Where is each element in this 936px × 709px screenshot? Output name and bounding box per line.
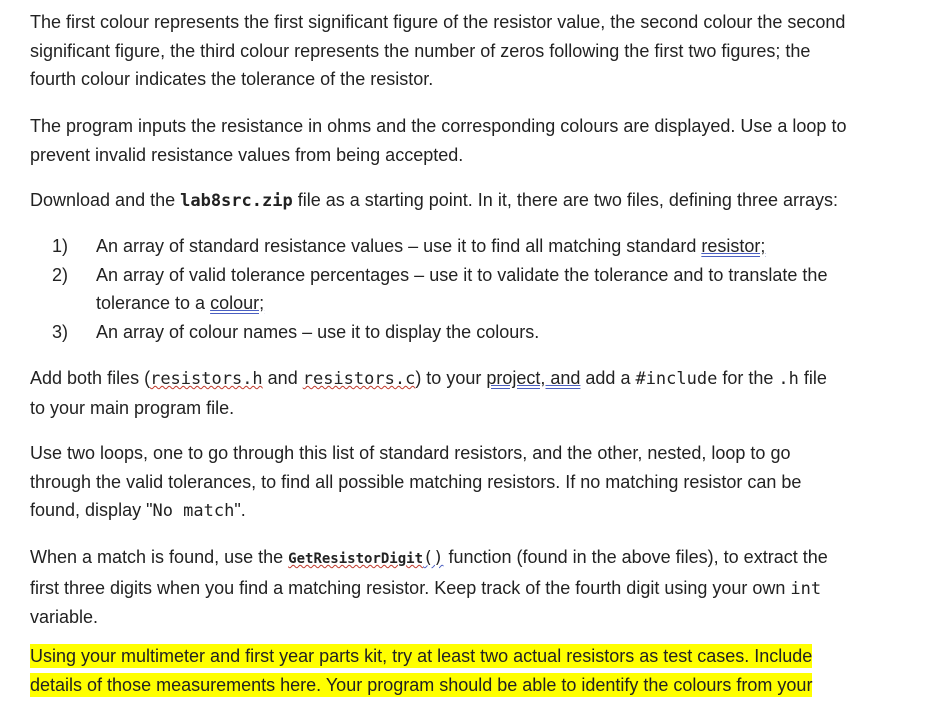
para2-line1: The program inputs the resistance in ohms and the corresponding colours are displayed. Use a loop to (30, 116, 847, 136)
list-item (30, 261, 920, 318)
list-text: tolerance to a (96, 293, 211, 313)
list-number: 2) (52, 264, 69, 285)
para4-t2: and (262, 368, 303, 388)
int-keyword: int (790, 578, 822, 599)
para4-t6: file (798, 368, 827, 388)
paragraph-highlighted-testcases (30, 642, 920, 699)
paragraph-match-found (30, 543, 920, 632)
highlighted-line1: Using your multimeter and first year parts kit, try at least two actual resistors as test cases. Include (30, 646, 813, 666)
para2-line2: prevent invalid resistance values from being accepted. (30, 144, 464, 165)
para5-line1: Use two loops, one to go through this list of standard resistors, and the other, nested, loop to go (30, 443, 791, 463)
source-filename: resistors.c (302, 369, 416, 389)
paragraph-download (30, 186, 920, 216)
list-text-underlined: colour; (210, 293, 265, 313)
para5-line3b: ". (234, 500, 246, 520)
para3-after: file as a starting point. In it, there are two files, defining three arrays: (292, 190, 838, 210)
list-text: An array of standard resistance values – use it to find all matching standard (96, 236, 702, 256)
para6-t1: When a match is found, use the (30, 547, 289, 567)
include-directive: #include (635, 369, 718, 389)
para4-t5: for the (717, 368, 779, 388)
para4-line2: to your main program file. (30, 397, 235, 418)
list-item (30, 232, 920, 261)
zip-filename: lab8src.zip (180, 191, 293, 211)
arrays-list (30, 232, 920, 346)
paragraph-colour-description (30, 8, 920, 94)
list-number: 1) (52, 236, 69, 256)
para6-line3: variable. (30, 607, 99, 627)
para3-before: Download and the (30, 190, 181, 210)
list-text-underlined: resistor; (701, 236, 766, 256)
para1-line1: The first colour represents the first significant figure of the resistor value, the second colour the second (30, 12, 846, 32)
highlighted-line2: details of those measurements here. Your program should be able to identify the colours from your (30, 674, 813, 695)
para1-line2: significant figure, the third colour represents the number of zeros following the first two figures; the (30, 40, 811, 61)
paragraph-two-loops (30, 439, 920, 526)
para1-line3: fourth colour indicates the tolerance of the resistor. (30, 69, 434, 89)
function-name: GetResistorDigit (288, 551, 424, 567)
para5-line2: through the valid tolerances, to find all possible matching resistors. If no matching resistor can be (30, 471, 802, 492)
para4-t4: add a (580, 368, 636, 388)
h-extension: .h (778, 369, 799, 389)
para4-t1: Add both files ( (30, 368, 151, 388)
list-number: 3) (52, 321, 69, 342)
header-filename: resistors.h (150, 369, 263, 389)
no-match-code: No match (152, 501, 235, 521)
list-item (30, 318, 920, 347)
paragraph-program-inputs (30, 112, 920, 169)
para6-line2a: first three digits when you find a matching resistor. Keep track of the fourth digit using your own (30, 577, 791, 598)
para4-underlined: project, and (486, 368, 581, 388)
para5-line3a: found, display " (30, 500, 153, 520)
function-parens: () (423, 548, 444, 568)
list-text: An array of colour names – use it to display the colours. (96, 321, 540, 342)
list-text: An array of valid tolerance percentages – use it to validate the tolerance and to translate the (96, 264, 828, 285)
para4-t3: ) to your (415, 368, 487, 388)
paragraph-add-files (30, 364, 920, 422)
para6-t2: function (found in the above files), to extract the (443, 547, 828, 567)
